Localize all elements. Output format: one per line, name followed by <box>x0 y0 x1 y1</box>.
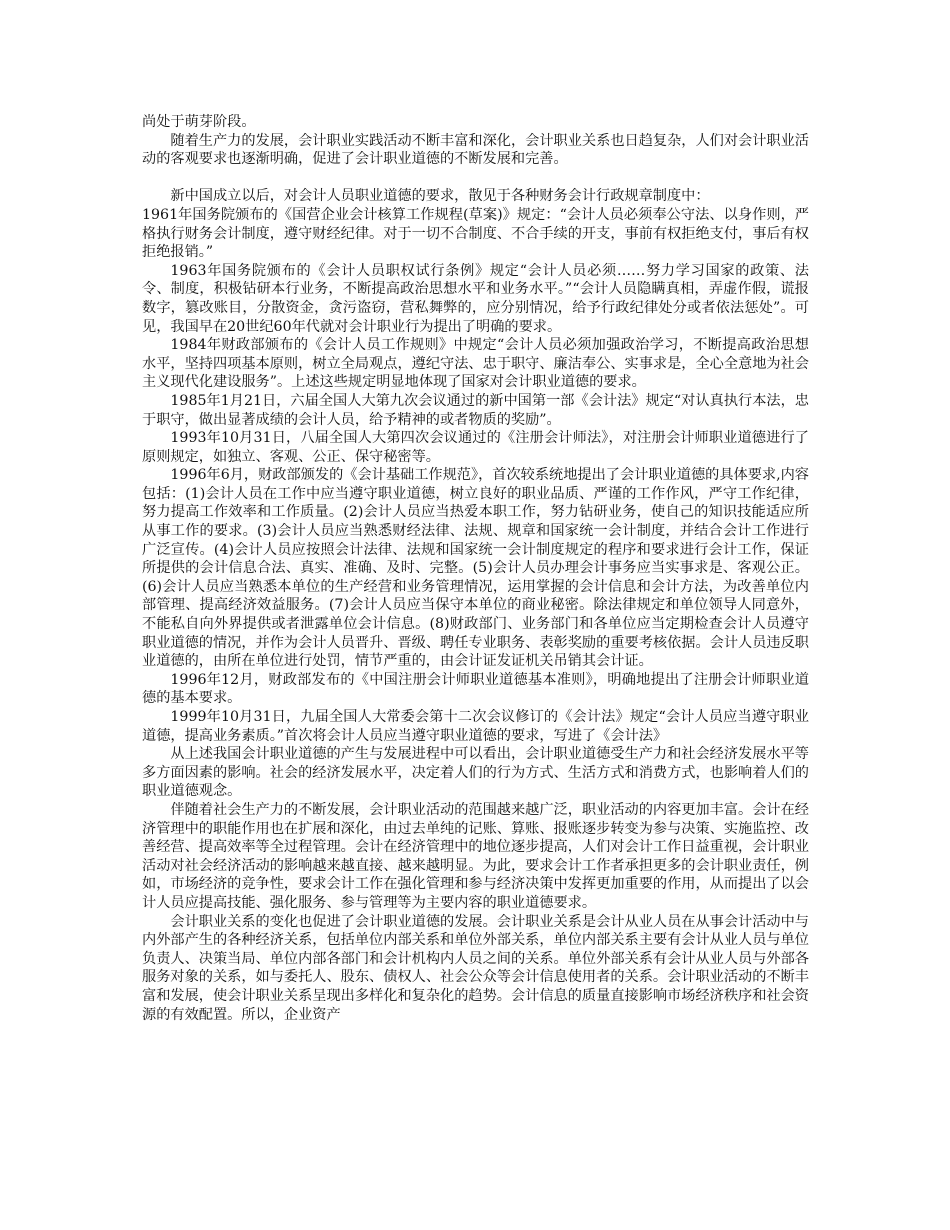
paragraph-10: 1996年12月，财政部发布的《中国注册会计师职业道德基本准则》，明确地提出了注册会计师职业道德的基本要求。 <box>142 671 809 707</box>
paragraph-7: 1985年1月21日，六届全国人大第九次会议通过的新中国第一部《会计法》规定“对认真执行本法，忠于职守，做出显著成绩的会计人员，给予精神的或者物质的奖励”。 <box>142 392 809 428</box>
paragraph-2: 随着生产力的发展，会计职业实践活动不断丰富和深化，会计职业关系也日趋复杂，人们对会计职业活动的客观要求也逐渐明确，促进了会计职业道德的不断发展和完善。 <box>142 132 809 168</box>
paragraph-4: 1961年国务院颁布的《国营企业会计核算工作规程(草案)》规定：“会计人员必须奉公守法、以身作则，严格执行财务会计制度，遵守财经纪律。对于一切不合制度、不合手续的开支，事前有权拒绝支付，事后有权拒绝报销。” <box>142 206 809 261</box>
paragraph-3: 新中国成立以后，对会计人员职业道德的要求，散见于各种财务会计行政规章制度中： <box>170 188 710 205</box>
paragraph-14: 会计职业关系的变化也促进了会计职业道德的发展。会计职业关系是会计从业人员在从事会计活动中与内外部产生的各种经济关系，包括单位内部关系和单位外部关系，单位内部关系主要有会计从业人员与单位负责人、决策当局、单位内部各部门和会计机构内人员之间的关系。单位外部关系有会计从业人员与外部各服务对象的关系，如与委托人、股东、债权人、社会公众等会计信息使用者的关系。会计职业活动的不断丰富和发展，使会计职业关系呈现出多样化和复杂化的趋势。会计信息的质量直接影响市场经济秩序和社会资源的有效配置。所以，企业资产 <box>142 913 809 1023</box>
paragraph-6: 1984年财政部颁布的《会计人员工作规则》中规定“会计人员必须加强政治学习，不断提高政治思想水平，坚持四项基本原则，树立全局观点，遵纪守法、忠于职守、廉洁奉公、实事求是，全心全意地为社会主义现代化建设服务”。上述这些规定明显地体现了国家对会计职业道德的要求。 <box>142 337 809 391</box>
paragraph-8: 1993年10月31日，八届全国人大第四次会议通过的《注册会计师法》，对注册会计师职业道德进行了原则规定，如独立、客观、公正、保守秘密等。 <box>142 430 809 465</box>
document-body <box>142 113 809 1024</box>
paragraph-13: 伴随着社会生产力的不断发展，会计职业活动的范围越来越广泛，职业活动的内容更加丰富。会计在经济管理中的职能作用也在扩展和深化，由过去单纯的记账、算账、报账逐步转变为参与决策、实施监控、改善经营、提高效率等全过程管理。会计在经济管理中的地位逐步提高，人们对会计工作日益重视，会计职业活动对社会经济活动的影响越来越直接、越来越明显。为此，要求会计工作者承担更多的会计职业责任，例如，市场经济的竞争性，要求会计工作在强化管理和参与经济决策中发挥更加重要的作用，从而提出了以会计人员应提高技能、强化服务、参与管理等为主要内容的职业道德要求。 <box>142 801 809 911</box>
paragraph-12: 从上述我国会计职业道德的产生与发展进程中可以看出，会计职业道德受生产力和社会经济发展水平等多方面因素的影响。社会的经济发展水平，决定着人们的行为方式、生活方式和消费方式，也影响着人们的职业道德观念。 <box>142 746 809 800</box>
paragraph-1: 尚处于萌芽阶段。 <box>142 114 256 130</box>
paragraph-9: 1996年6月，财政部颁发的《会计基础工作规范》，首次较系统地提出了会计职业道德的具体要求,内容包括：(1)会计人员在工作中应当遵守职业道德，树立良好的职业品质、严谨的工作作风，严守工作纪律，努力提高工作效率和工作质量。(2)会计人员应当热爱本职工作，努力钻研业务，使自己的知识技能适应所从事工作的要求。(3)会计人员应当熟悉财经法律、法规、规章和国家统一会计制度，并结合会计工作进行广泛宣传。(4)会计人员应按照会计法律、法规和国家统一会计制度规定的程序和要求进行会计工作，保证所提供的会计信息合法、真实、准确、及时、完整。(5)会计人员办理会计事务应当实事求是、客观公正。(6)会计人员应当熟悉本单位的生产经营和业务管理情况，运用掌握的会计信息和会计方法，为改善单位内部管理、提高经济效益服务。(7)会计人员应当保守本单位的商业秘密。除法律规定和单位领导人同意外，不能私自向外界提供或者泄露单位会计信息。(8)财政部门、业务部门和各单位应当定期检查会计人员遵守职业道德的情况，并作为会计人员晋升、晋级、聘任专业职务、表彰奖励的重要考核依据。会计人员违反职业道德的，由所在单位进行处罚，情节严重的，由会计证发证机关吊销其会计证。 <box>142 467 809 670</box>
paragraph-5: 1963年国务院颁布的《会计人员职权试行条例》规定“会计人员必须……努力学习国家的政策、法令、制度，积极钻研本行业务，不断提高政治思想水平和业务水平。”“会计人员隐瞒真相，弄虚作假，谎报数字，篡改账目，分散资金，贪污盗窃，营私舞弊的，应分别情况，给予行政纪律处分或者依法惩处”。可见，我国早在20世纪60年代就对会计职业行为提出了明确的要求。 <box>142 262 809 335</box>
paragraph-11: 1999年10月31日，九届全国人大常委会第十二次会议修订的《会计法》规定“会计人员应当遵守职业道德，提高业务素质。”首次将会计人员应当遵守职业道德的要求，写进了《会计法》 <box>142 709 809 744</box>
